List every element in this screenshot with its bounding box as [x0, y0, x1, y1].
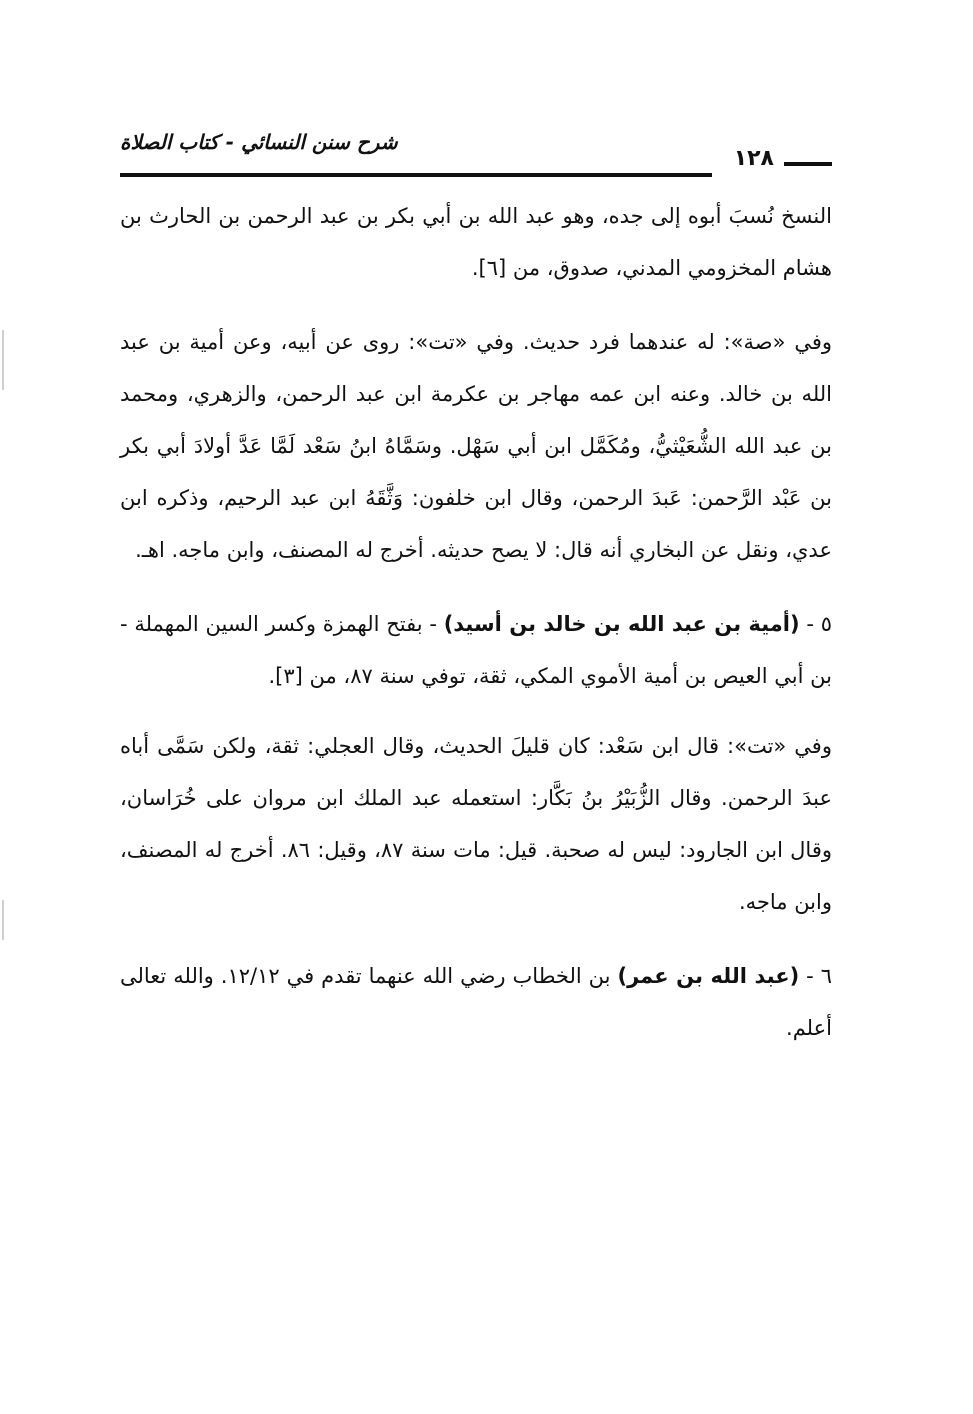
paragraph-biography-continued [120, 190, 832, 294]
paragraph-text: وفي «تت»: قال ابن سَعْد: كان قليلَ الحديث، وقال العجلي: ثقة، ولكن سَمَّى أباه عبدَ الرحمن. وقال الزُّبَيْرُ بنُ بَكَّار: استعمله عبد الملك ابن مروان على خُرَاسان، وقال ابن الجارود: ليس له صحبة. قيل: مات سنة ٨٧، وقيل: ٨٦. أخرج له المصنف، وابن ماجه. [120, 734, 832, 914]
paragraph-text: النسخ نُسبَ أبوه إلى جده، وهو عبد الله بن أبي بكر بن عبد الرحمن بن الحارث بن هشام المخزومي المدني، صدوق، من [٦]. [120, 204, 832, 280]
paragraph-notes-narrator-5 [120, 720, 832, 928]
page-number: ١٢٨ [733, 146, 774, 171]
scan-margin-mark [2, 330, 4, 390]
paragraph-text: بن الخطاب رضي الله عنهما تقدم في ١٢/١٢. والله تعالى أعلم. [120, 964, 832, 1040]
header-rule [120, 173, 712, 177]
paragraph-notes-tt [120, 316, 832, 576]
page-number-dash [784, 162, 832, 166]
narrator-name: (عبد الله بن عمر) [617, 964, 800, 988]
narrator-name: (أمية بن عبد الله بن خالد بن أسيد) [443, 612, 800, 636]
running-title: شرح سنن النسائي - كتاب الصلاة [120, 130, 398, 154]
paragraph-narrator-6 [120, 950, 832, 1054]
narrator-number: ٦ - [799, 964, 832, 988]
paragraph-text: وفي «صة»: له عندهما فرد حديث. وفي «تت»: روى عن أبيه، وعن أمية بن عبد الله بن خالد. وعنه ابن عمه مهاجر بن عكرمة ابن عبد الرحمن، والزهري، ومحمد بن عبد الله الشُّعَيْثيُّ، ومُكَمَّل ابن أبي سَهْل. وسَمَّاهُ ابنُ سَعْد لَمَّا عَدَّ أولادَ أبي بكر بن عَبْد الرَّحمن: عَبدَ الرحمن، وقال ابن خلفون: وَثَّقَهُ ابن عبد الرحيم، وذكره ابن عدي، ونقل عن البخاري أنه قال: لا يصح حديثه. أخرج له المصنف، وابن ماجه. اهـ. [120, 330, 832, 562]
paragraph-text: - بفتح الهمزة وكسر السين المهملة - بن أبي العيص بن أمية الأموي المكي، ثقة، توفي سنة ٨٧، من [٣]. [120, 612, 832, 688]
paragraph-narrator-5 [120, 598, 832, 702]
narrator-number: ٥ - [799, 612, 832, 636]
scan-margin-mark [2, 900, 4, 940]
page-header [120, 128, 832, 180]
body-text [120, 190, 832, 1076]
